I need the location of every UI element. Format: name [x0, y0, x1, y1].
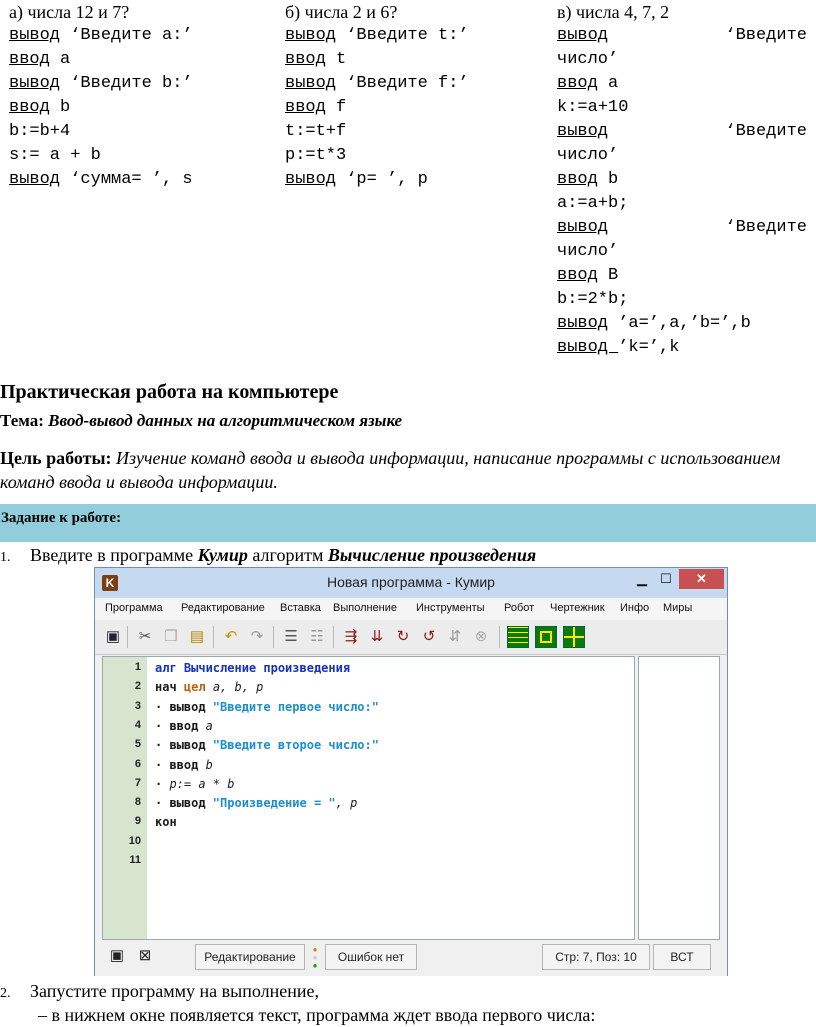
menu-item-program[interactable]: Программа	[105, 602, 163, 614]
code-line	[557, 72, 809, 96]
step-1	[0, 545, 536, 566]
close-button[interactable]: ✕	[679, 569, 724, 589]
code-text: ’a=’,a,’b=’,b	[608, 314, 751, 333]
step-2-text: Запустите программу на выполнение,	[30, 981, 320, 1001]
code-token: "Введите второе число:"	[212, 738, 379, 753]
code-line	[557, 48, 809, 72]
code-token: нач	[155, 680, 184, 695]
code-text: ‘Введите	[725, 122, 807, 141]
topic-label: Тема:	[0, 411, 44, 430]
output-side-panel	[638, 656, 720, 940]
code-token: "Произведение = "	[212, 796, 336, 811]
keyword: вывод	[285, 26, 337, 45]
menu-bar	[95, 598, 727, 620]
step-1-app: Кумир	[197, 545, 248, 565]
code-token: · вывод	[155, 699, 213, 714]
code-line	[285, 24, 547, 48]
editor-code-line[interactable]	[155, 680, 263, 694]
keyword: вывод	[9, 170, 61, 189]
code-line	[557, 264, 809, 288]
code-line	[557, 24, 807, 48]
code-line	[9, 168, 271, 192]
editor-code-line[interactable]	[155, 700, 379, 714]
code-token: · вывод	[155, 738, 213, 753]
keyword: ввод	[557, 74, 598, 93]
code-text: b:=2*b;	[557, 290, 629, 309]
menu-item-worlds[interactable]: Миры	[663, 602, 693, 614]
code-token: · ввод	[155, 757, 206, 772]
cut-icon[interactable]: ✂	[138, 628, 152, 645]
step-2-number: 2.	[0, 986, 11, 1001]
traffic-light-icon: ● ● ●	[312, 945, 318, 970]
task-banner	[0, 504, 816, 542]
keyword: вывод	[285, 74, 337, 93]
example-heading-a: а) числа 12 и 7?	[9, 2, 130, 22]
menu-item-tools[interactable]: Инструменты	[416, 602, 485, 614]
example-column-b	[285, 0, 547, 192]
example-heading-b: б) числа 2 и 6?	[285, 2, 398, 22]
code-line	[9, 96, 271, 120]
code-line	[9, 24, 271, 48]
code-text: s:= a + b	[9, 146, 101, 165]
code-token: Вычисление произведения	[183, 661, 351, 675]
code-text: a	[49, 50, 71, 69]
line-number: 8	[134, 796, 141, 809]
cross-grid-icon[interactable]	[563, 626, 585, 648]
code-line	[557, 240, 809, 264]
code-text: f	[325, 98, 347, 117]
code-text: k:=a+10	[557, 98, 629, 117]
step-out-icon[interactable]: ↺	[422, 628, 436, 645]
code-line	[557, 336, 809, 360]
keyword: ввод	[285, 98, 326, 117]
title-bar	[95, 568, 727, 598]
keyword: вывод	[557, 122, 609, 141]
paste-icon[interactable]: ▤	[189, 628, 205, 645]
line-number: 1	[134, 661, 141, 673]
task-banner-label: Задание к работе:	[1, 510, 122, 526]
code-text: b:=b+4	[9, 122, 71, 141]
example-column-a	[9, 0, 271, 192]
keyword: ввод	[285, 50, 326, 69]
section-title: Практическая работа на компьютере	[0, 381, 339, 403]
example-column-c	[557, 0, 809, 360]
code-text: ‘Введите t:’	[336, 26, 469, 45]
line-number: 11	[129, 854, 141, 866]
editor-code-line[interactable]	[155, 719, 213, 733]
copy-icon[interactable]: ❐	[164, 628, 178, 645]
step-2-dash-line: – в нижнем окне появляется текст, программа ждет ввода первого числа:	[38, 1005, 596, 1025]
code-text: число’	[557, 146, 619, 165]
code-line	[557, 168, 809, 192]
grid-icon[interactable]	[507, 626, 529, 648]
kumir-logo-icon: K	[102, 575, 118, 591]
code-text: t:=t+f	[285, 122, 347, 141]
undo-icon[interactable]: ↶	[224, 628, 238, 645]
code-token: ·	[155, 776, 170, 791]
example-heading-c: в) числа 4, 7, 2	[557, 2, 670, 22]
editor-code-line[interactable]	[155, 777, 234, 791]
line-number-gutter	[103, 657, 147, 939]
goal-paragraph	[0, 446, 812, 494]
menu-item-drawer[interactable]: Чертежник	[550, 602, 605, 614]
editor-code-line[interactable]	[155, 661, 350, 675]
errors-status: Ошибок нет	[325, 944, 417, 970]
redo-icon[interactable]: ↷	[250, 628, 264, 645]
code-text: ‘Введите	[725, 218, 807, 237]
keyword: вывод	[557, 338, 619, 357]
editor-code-line[interactable]	[155, 796, 357, 810]
goal-label: Цель работы:	[0, 448, 112, 468]
kumir-window	[94, 567, 728, 976]
code-token: · ввод	[155, 718, 206, 733]
code-line	[285, 48, 547, 72]
code-line	[557, 192, 809, 216]
code-token: p:= a * b	[169, 776, 235, 791]
code-editor[interactable]	[102, 656, 635, 940]
code-token: b	[205, 757, 213, 772]
insert-mode-status: ВСТ	[653, 944, 711, 970]
code-token: , p	[335, 796, 358, 811]
keyword: вывод	[9, 74, 61, 93]
line-number: 4	[134, 718, 141, 731]
step-back-icon[interactable]: ⇵	[448, 628, 462, 645]
code-text: число’	[557, 242, 619, 261]
code-text: ‘Введите	[725, 26, 807, 45]
step-1-algorithm: Вычисление произведения	[327, 545, 537, 565]
code-token: · вывод	[155, 796, 213, 811]
comment-icon[interactable]: ☰	[284, 628, 298, 645]
code-line	[557, 96, 809, 120]
editor-code-line[interactable]	[155, 738, 379, 752]
code-text: b	[597, 170, 619, 189]
code-text: ‘Введите f:’	[336, 74, 469, 93]
code-line	[557, 120, 807, 144]
save-icon[interactable]: ▣	[105, 628, 121, 645]
code-line	[9, 72, 271, 96]
code-token: алг	[155, 661, 184, 675]
topic-line	[0, 411, 402, 431]
code-line	[285, 72, 547, 96]
keyword: ввод	[557, 170, 598, 189]
toolbar	[95, 620, 727, 655]
line-number: 5	[134, 738, 141, 751]
step-1-number: 1.	[0, 550, 11, 565]
keyword: вывод	[285, 170, 337, 189]
code-line	[557, 144, 809, 168]
cursor-position-status: Стр: 7, Поз: 10	[542, 944, 650, 970]
code-text: a	[597, 74, 619, 93]
close-file-icon[interactable]: ⊠	[138, 947, 152, 964]
code-line	[557, 216, 807, 240]
code-text: t	[325, 50, 347, 69]
code-text: b	[49, 98, 71, 117]
step-2	[0, 981, 319, 1002]
frame-icon[interactable]	[535, 626, 557, 648]
code-line	[9, 144, 271, 168]
menu-item-edit[interactable]: Редактирование	[181, 602, 265, 614]
code-text: ‘сумма= ’, s	[60, 170, 193, 189]
menu-item-info[interactable]: Инфо	[620, 602, 650, 614]
window-title: Новая программа - Кумир	[327, 574, 495, 590]
code-line	[285, 168, 547, 192]
minimize-button[interactable]: ▁	[637, 571, 647, 586]
line-number: 3	[134, 699, 141, 712]
code-line	[9, 48, 271, 72]
menu-item-insert[interactable]: Вставка	[280, 602, 321, 614]
uncomment-icon[interactable]: ☷	[310, 628, 324, 645]
goal-text: Изучение команд ввода и вывода информации, написание программы с использованием команд ввода и вывода информации.	[0, 448, 781, 492]
code-token: кон	[155, 815, 177, 830]
keyword: вывод	[9, 26, 61, 45]
code-line	[9, 120, 271, 144]
save-status-icon: ▣	[109, 947, 125, 964]
code-token: цел	[183, 680, 213, 695]
code-text: p:=t*3	[285, 146, 347, 165]
keyword: ввод	[9, 50, 50, 69]
keyword: вывод	[557, 218, 609, 237]
code-token: a	[205, 718, 213, 733]
run-icon[interactable]: ⇶	[344, 628, 358, 645]
code-line	[285, 96, 547, 120]
maximize-button[interactable]: ☐	[660, 571, 672, 586]
code-text: B	[597, 266, 619, 285]
editor-code-line[interactable]	[155, 815, 177, 829]
code-line	[557, 288, 809, 312]
code-text: ‘p= ’, p	[336, 170, 428, 189]
line-number: 9	[134, 815, 141, 828]
topic-value: Ввод-вывод данных на алгоритмическом языке	[48, 411, 403, 430]
keyword: вывод	[557, 26, 609, 45]
code-text: a:=a+b;	[557, 194, 629, 213]
editor-code-line[interactable]	[155, 758, 213, 772]
step-icon[interactable]: ⇊	[370, 628, 384, 645]
line-number: 6	[134, 757, 141, 770]
keyword: ввод	[557, 266, 598, 285]
code-line	[285, 120, 547, 144]
step-1-mid: алгоритм	[247, 545, 328, 565]
keyword: вывод	[557, 314, 609, 333]
menu-item-robot[interactable]: Робот	[504, 602, 535, 614]
step-in-icon[interactable]: ↻	[396, 628, 410, 645]
code-text: число’	[557, 50, 619, 69]
step-1-pre: Введите в программе	[30, 545, 198, 565]
code-text: ‘Введите a:’	[60, 26, 193, 45]
menu-item-run[interactable]: Выполнение	[333, 602, 398, 614]
keyword: ввод	[9, 98, 50, 117]
status-bar	[95, 940, 727, 976]
code-token: "Введите первое число:"	[212, 699, 379, 714]
code-token: a, b, p	[212, 680, 264, 695]
stop-icon[interactable]: ⊗	[474, 628, 488, 645]
code-line	[557, 312, 809, 336]
mode-status: Редактирование	[195, 944, 305, 970]
code-line	[285, 144, 547, 168]
line-number: 2	[134, 680, 141, 693]
code-text: ‘Введите b:’	[60, 74, 193, 93]
line-number: 10	[128, 834, 141, 847]
code-text: ’k=’,k	[618, 338, 680, 357]
line-number: 7	[134, 776, 141, 789]
